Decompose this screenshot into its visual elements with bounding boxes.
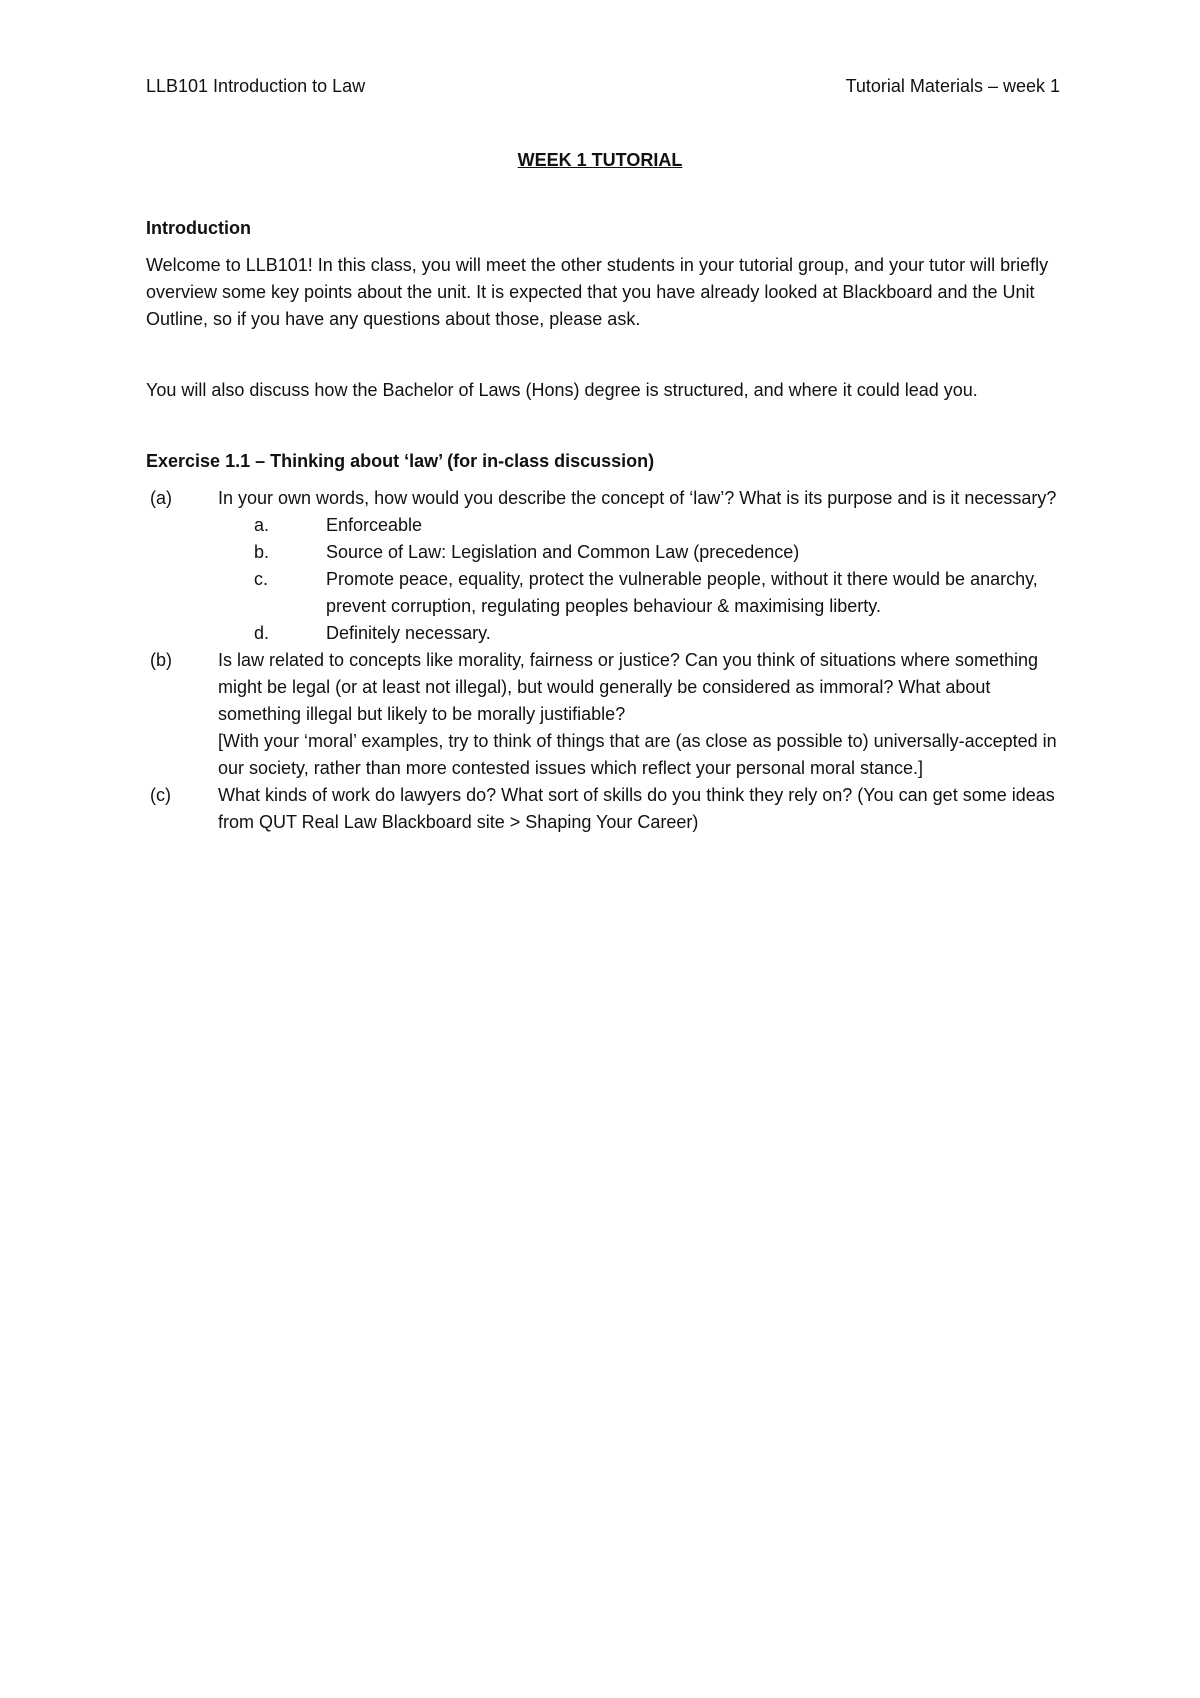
answer-item [218,566,1066,620]
question-body [218,485,1066,647]
exercise-title: Exercise 1.1 – Thinking about ‘law’ (for in-class discussion) [146,451,655,471]
answer-marker: d. [254,623,270,643]
answer-text: Source of Law: Legislation and Common Law (precedence) [326,542,800,562]
document-body [146,215,1066,836]
answer-text: Promote peace, equality, protect the vulnerable people, without it there would be anarchy, prevent corruption, regulating peoples behaviour & maximising liberty. [326,569,1038,616]
question-marker: (a) [150,488,172,508]
introduction-paragraph-2: You will also discuss how the Bachelor of Laws (Hons) degree is structured, and where it could lead you. [146,380,978,400]
question-c [146,782,1066,836]
question-note: [With your ‘moral’ examples, try to think of things that are (as close as possible to) universally-accepted in our society, rather than more contested issues which reflect your personal moral stance.] [218,731,1057,778]
answer-marker: b. [254,542,270,562]
question-marker: (c) [150,785,171,805]
header-tutorial-label: Tutorial Materials – week 1 [845,76,1060,96]
answer-item [218,512,1066,539]
header-unit-title: LLB101 Introduction to Law [146,76,366,96]
question-list [146,485,1066,836]
answer-item [218,539,1066,566]
question-marker: (b) [150,650,172,670]
answer-item [218,620,1066,647]
answer-text: Definitely necessary. [326,623,491,643]
question-a [146,485,1066,647]
answer-text: Enforceable [326,515,423,535]
question-text: What kinds of work do lawyers do? What sort of skills do you think they rely on? (You can get some ideas from QUT Real Law Blackboard site > Shaping Your Career) [218,785,1055,832]
question-body [218,647,1066,782]
introduction-heading: Introduction [146,218,251,238]
answer-marker: c. [254,569,269,589]
question-text: In your own words, how would you describe the concept of ‘law’? What is its purpose and is it necessary? [218,488,1057,508]
page-title: WEEK 1 TUTORIAL [517,150,683,170]
question-b [146,647,1066,782]
answer-marker: a. [254,515,270,535]
question-text: Is law related to concepts like morality, fairness or justice? Can you think of situations where something might be legal (or at least not illegal), but would generally be considered as immoral? What about something illegal but likely to be morally justifiable? [218,650,1039,724]
question-body [218,782,1066,836]
answer-list [218,512,1066,647]
introduction-paragraph-1: Welcome to LLB101! In this class, you will meet the other students in your tutorial group, and your tutor will briefly overview some key points about the unit. It is expected that you have already looked at Blackboard and the Unit Outline, so if you have any questions about those, please ask. [146,255,1049,329]
